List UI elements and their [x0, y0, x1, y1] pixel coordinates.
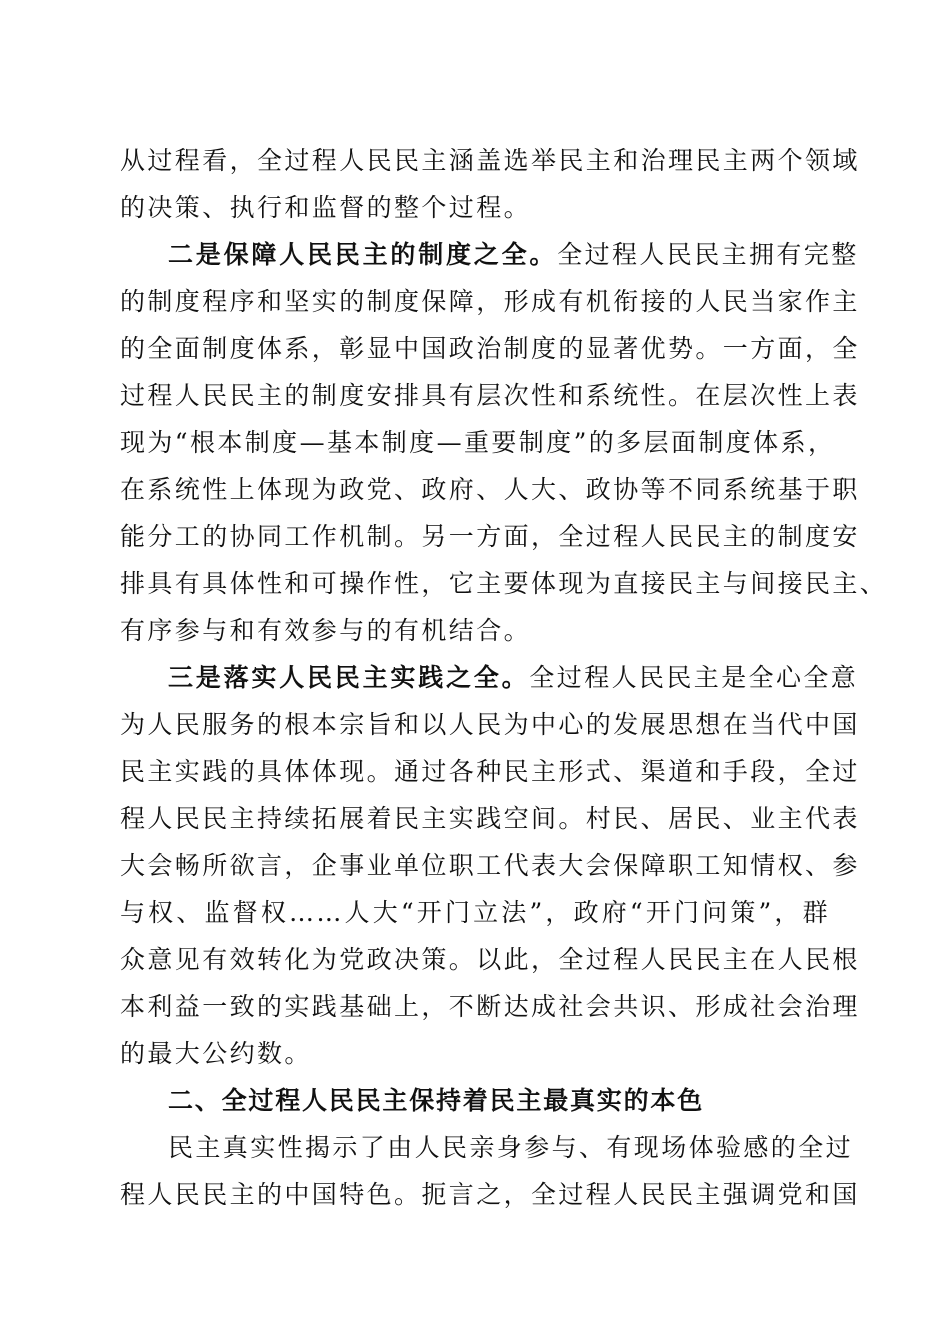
text-line: 为人民服务的根本宗旨和以人民为中心的发展思想在当代中国 [120, 710, 860, 739]
text-line: 有序参与和有效参与的有机结合。 [120, 616, 532, 645]
bold-lead: 三是落实人民民主实践之全。 [168, 663, 530, 692]
text-line: 排具有具体性和可操作性，它主要体现为直接民主与间接民主、 [120, 569, 888, 598]
text-line: 过程人民民主的制度安排具有层次性和系统性。在层次性上表 [120, 381, 860, 410]
section-heading: 二、全过程人民民主保持着民主最真实的本色 [168, 1086, 705, 1115]
paragraph-lead [168, 235, 859, 275]
lead-text: 全过程人民民主是全心全意 [529, 663, 859, 692]
lead-text: 全过程人民民主拥有完整 [557, 240, 859, 269]
text-line: 众意见有效转化为党政决策。以此，全过程人民民主在人民根 [120, 945, 860, 974]
text-line: 程人民民主持续拓展着民主实践空间。村民、居民、业主代表 [120, 804, 860, 833]
paragraph-lead [168, 658, 859, 698]
text-line: 现为“根本制度—基本制度—重要制度”的多层面制度体系， [120, 428, 836, 457]
text-line: 大会畅所欲言，企事业单位职工代表大会保障职工知情权、参 [120, 851, 860, 880]
text-line: 民主真实性揭示了由人民亲身参与、有现场体验感的全过 [168, 1133, 854, 1162]
text-line: 的最大公约数。 [120, 1039, 312, 1068]
text-line: 本利益一致的实践基础上，不断达成社会共识、形成社会治理 [120, 992, 860, 1021]
text-line: 的全面制度体系，彰显中国政治制度的显著优势。一方面，全 [120, 334, 860, 363]
text-line: 的制度程序和坚实的制度保障，形成有机衔接的人民当家作主 [120, 287, 860, 316]
text-line: 在系统性上体现为政党、政府、人大、政协等不同系统基于职 [120, 475, 860, 504]
text-line: 从过程看，全过程人民民主涵盖选举民主和治理民主两个领域 [120, 146, 860, 175]
text-line: 的决策、执行和监督的整个过程。 [120, 193, 532, 222]
bold-lead: 二是保障人民民主的制度之全。 [168, 240, 558, 269]
text-line: 与权、监督权……人大“开门立法”，政府“开门问策”，群 [120, 898, 830, 927]
text-line: 民主实践的具体体现。通过各种民主形式、渠道和手段，全过 [120, 757, 860, 786]
text-line: 能分工的协同工作机制。另一方面，全过程人民民主的制度安 [120, 522, 860, 551]
text-line: 程人民民主的中国特色。扼言之，全过程人民民主强调党和国 [120, 1180, 860, 1209]
